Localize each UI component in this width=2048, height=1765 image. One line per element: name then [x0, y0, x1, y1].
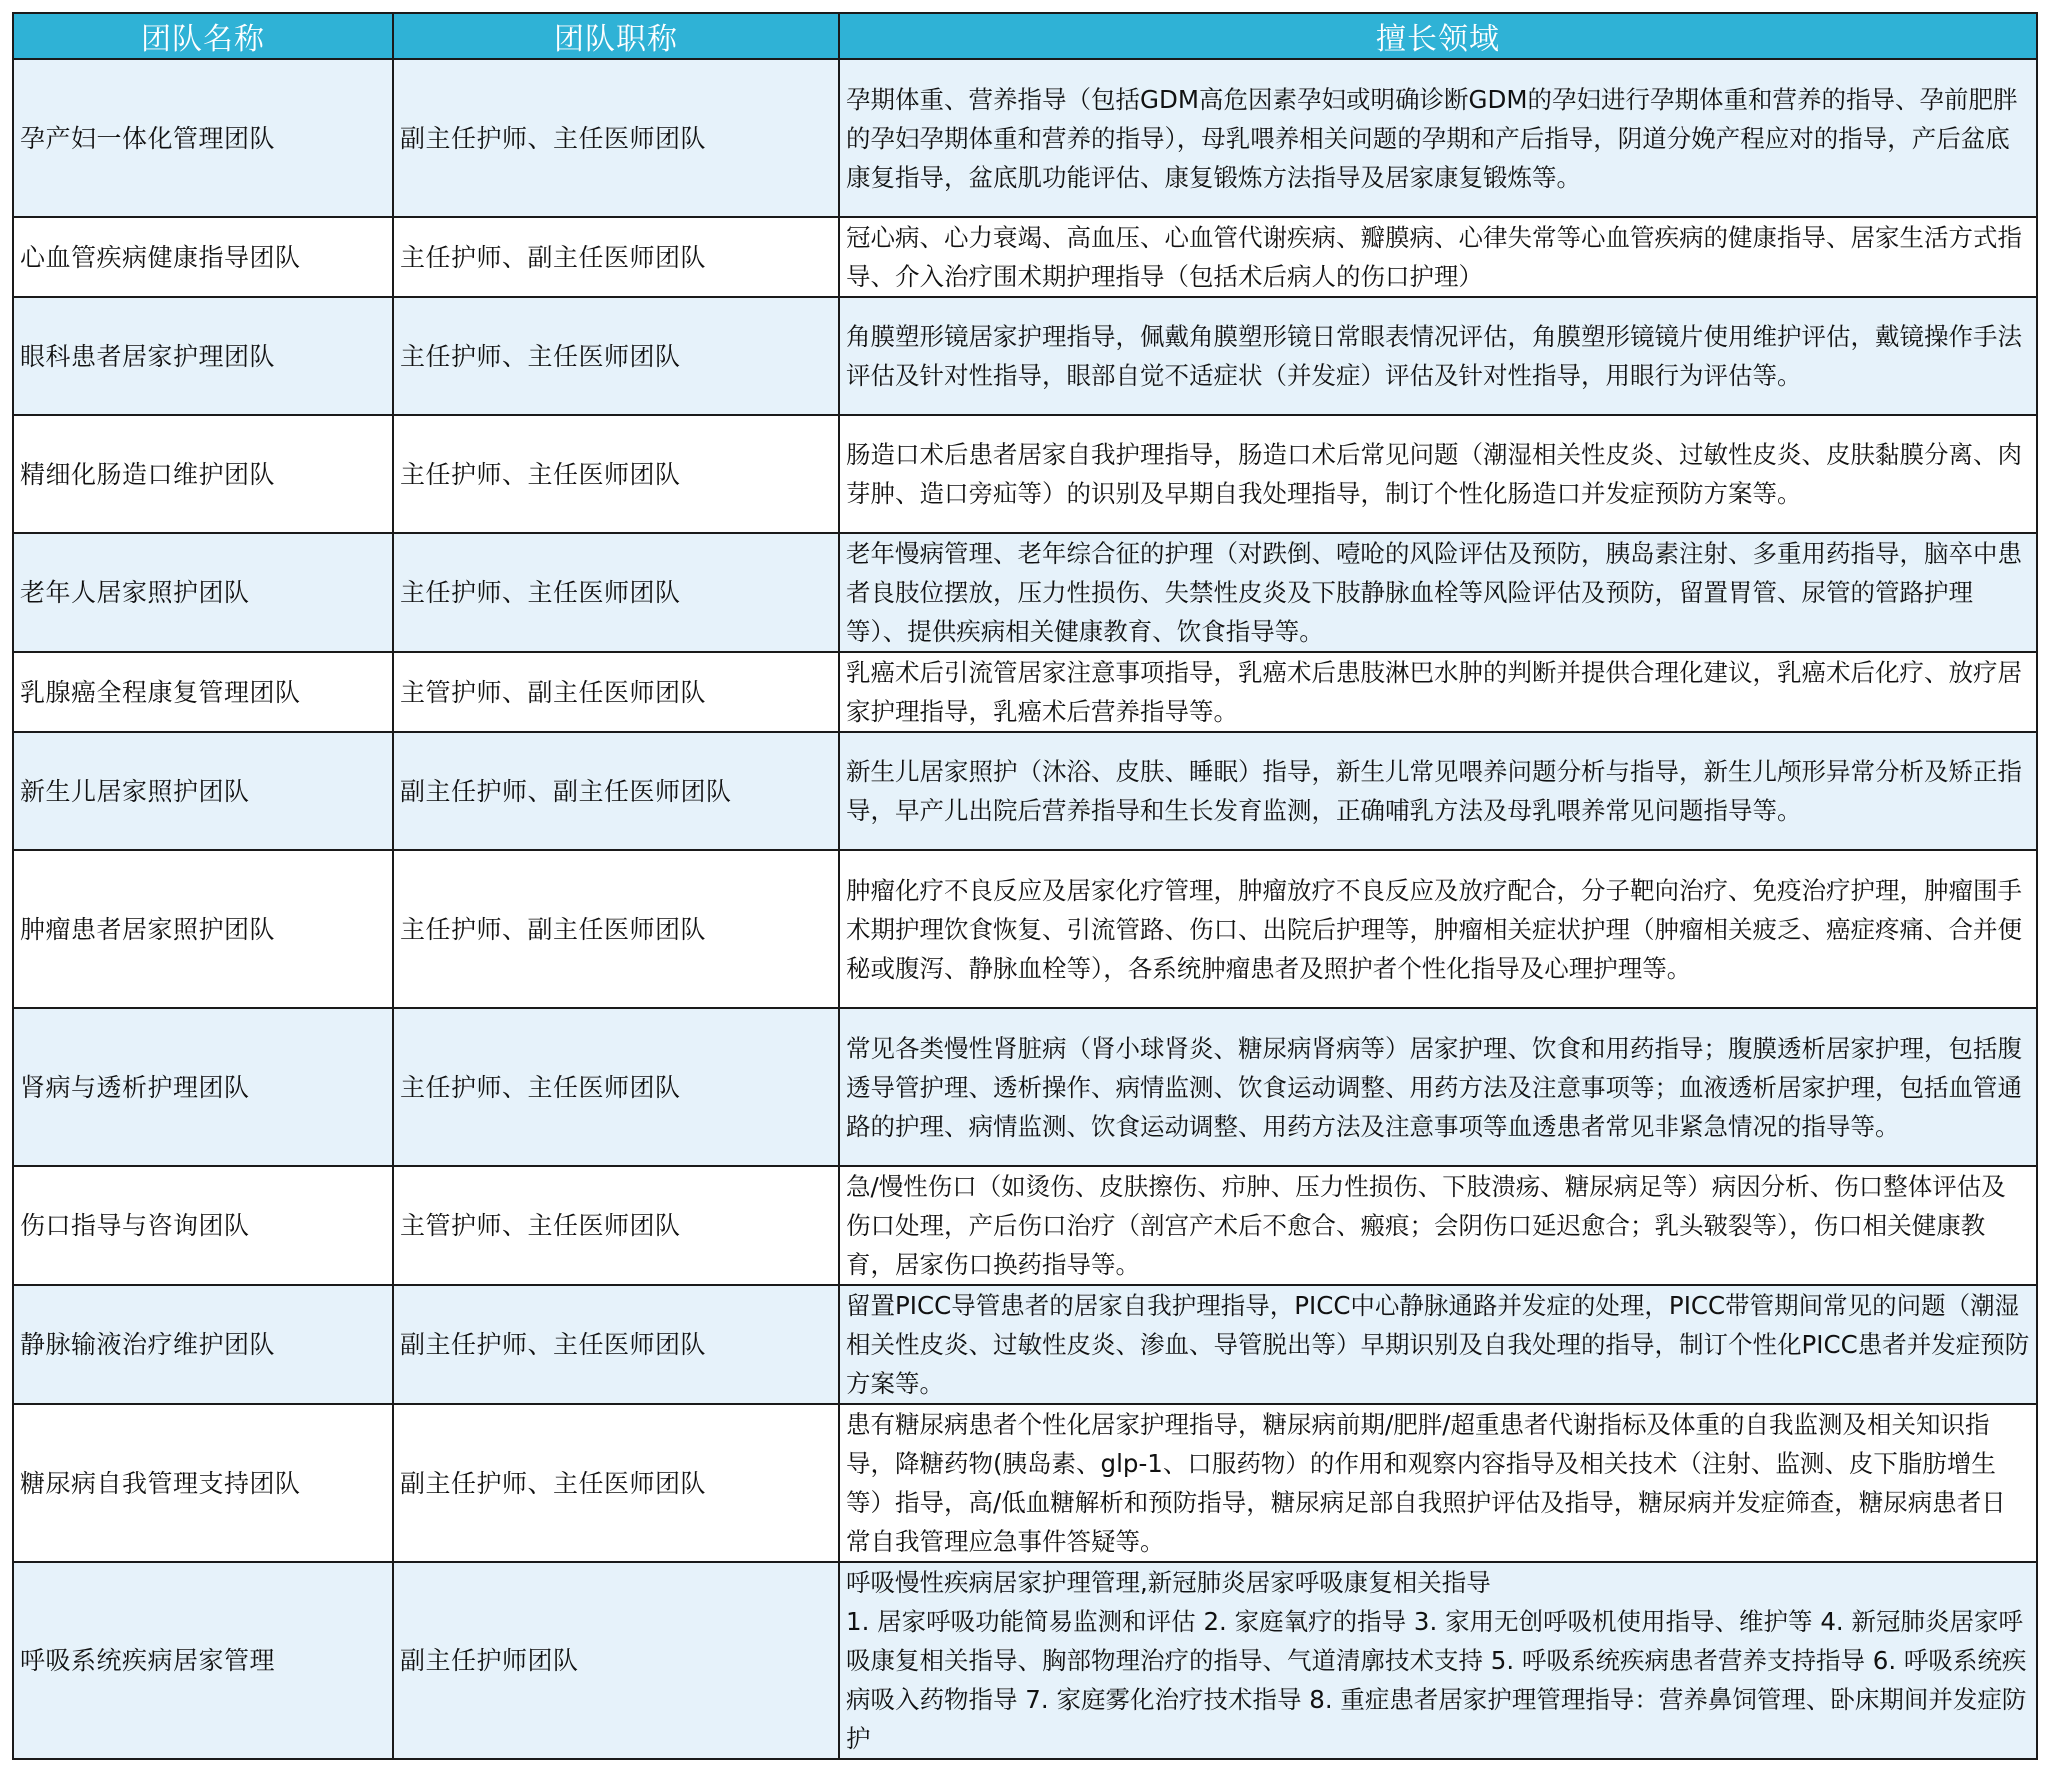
header-expertise: 擅长领域: [839, 13, 2037, 59]
expertise-cell: 留置PICC导管患者的居家自我护理指导，PICC中心静脉通路并发症的处理，PICC带管期间常见的问题（潮湿相关性皮炎、过敏性皮炎、渗血、导管脱出等）早期识别及自我处理的指导，制订个性化PICC患者并发症预防方案等。: [839, 1285, 2037, 1404]
team-name-cell: 糖尿病自我管理支持团队: [13, 1404, 393, 1562]
team-name-cell: 静脉输液治疗维护团队: [13, 1285, 393, 1404]
team-name-cell: 孕产妇一体化管理团队: [13, 59, 393, 217]
expertise-cell: 患有糖尿病患者个性化居家护理指导，糖尿病前期/肥胖/超重患者代谢指标及体重的自我监测及相关知识指导，降糖药物(胰岛素、glp-1、口服药物）的作用和观察内容指导及相关技术（注射、监测、皮下脂肪增生等）指导，高/低血糖解析和预防指导，糖尿病足部自我照护评估及指导，糖尿病并发症筛查，糖尿病患者日常自我管理应急事件答疑等。: [839, 1404, 2037, 1562]
team-title-cell: 副主任护师、副主任医师团队: [393, 732, 839, 850]
team-title-cell: 副主任护师、主任医师团队: [393, 59, 839, 217]
expertise-cell: 老年慢病管理、老年综合征的护理（对跌倒、噎呛的风险评估及预防，胰岛素注射、多重用药指导，脑卒中患者良肢位摆放，压力性损伤、失禁性皮炎及下肢静脉血栓等风险评估及预防，留置胃管、尿管的管路护理等）、提供疾病相关健康教育、饮食指导等。: [839, 533, 2037, 652]
table-row: [13, 652, 2037, 732]
team-table: [12, 12, 2038, 1760]
expertise-cell: 常见各类慢性肾脏病（肾小球肾炎、糖尿病肾病等）居家护理、饮食和用药指导；腹膜透析居家护理，包括腹透导管护理、透析操作、病情监测、饮食运动调整、用药方法及注意事项等；血液透析居家护理，包括血管通路的护理、病情监测、饮食运动调整、用药方法及注意事项等血透患者常见非紧急情况的指导等。: [839, 1008, 2037, 1166]
team-title-cell: 主任护师、副主任医师团队: [393, 217, 839, 297]
expertise-cell: 新生儿居家照护（沐浴、皮肤、睡眠）指导，新生儿常见喂养问题分析与指导，新生儿颅形异常分析及矫正指导，早产儿出院后营养指导和生长发育监测，正确哺乳方法及母乳喂养常见问题指导等。: [839, 732, 2037, 850]
team-name-cell: 精细化肠造口维护团队: [13, 415, 393, 533]
expertise-cell: 乳癌术后引流管居家注意事项指导，乳癌术后患肢淋巴水肿的判断并提供合理化建议，乳癌术后化疗、放疗居家护理指导，乳癌术后营养指导等。: [839, 652, 2037, 732]
expertise-cell: 肠造口术后患者居家自我护理指导，肠造口术后常见问题（潮湿相关性皮炎、过敏性皮炎、皮肤黏膜分离、肉芽肿、造口旁疝等）的识别及早期自我处理指导，制订个性化肠造口并发症预防方案等。: [839, 415, 2037, 533]
team-name-cell: 伤口指导与咨询团队: [13, 1166, 393, 1285]
table-row: [13, 297, 2037, 415]
team-name-cell: 心血管疾病健康指导团队: [13, 217, 393, 297]
team-title-cell: 主任护师、主任医师团队: [393, 533, 839, 652]
team-title-cell: 主任护师、副主任医师团队: [393, 850, 839, 1008]
header-row: [13, 13, 2037, 59]
team-title-cell: 副主任护师团队: [393, 1562, 839, 1759]
team-name-cell: 肿瘤患者居家照护团队: [13, 850, 393, 1008]
header-team-name: 团队名称: [13, 13, 393, 59]
table-row: [13, 59, 2037, 217]
table-row: [13, 1008, 2037, 1166]
table-row: [13, 850, 2037, 1008]
team-title-cell: 主管护师、副主任医师团队: [393, 652, 839, 732]
table-row: [13, 415, 2037, 533]
team-title-cell: 主任护师、主任医师团队: [393, 1008, 839, 1166]
team-name-cell: 老年人居家照护团队: [13, 533, 393, 652]
team-name-cell: 肾病与透析护理团队: [13, 1008, 393, 1166]
expertise-cell: 冠心病、心力衰竭、高血压、心血管代谢疾病、瓣膜病、心律失常等心血管疾病的健康指导、居家生活方式指导、介入治疗围术期护理指导（包括术后病人的伤口护理）: [839, 217, 2037, 297]
table-row: [13, 1404, 2037, 1562]
header-team-title: 团队职称: [393, 13, 839, 59]
expertise-cell: 肿瘤化疗不良反应及居家化疗管理，肿瘤放疗不良反应及放疗配合，分子靶向治疗、免疫治疗护理，肿瘤围手术期护理饮食恢复、引流管路、伤口、出院后护理等，肿瘤相关症状护理（肿瘤相关疲乏、癌症疼痛、合并便秘或腹泻、静脉血栓等），各系统肿瘤患者及照护者个性化指导及心理护理等。: [839, 850, 2037, 1008]
expertise-cell: [839, 1562, 2037, 1759]
team-name-cell: 呼吸系统疾病居家管理: [13, 1562, 393, 1759]
expertise-line: 1. 居家呼吸功能简易监测和评估 2. 家庭氧疗的指导 3. 家用无创呼吸机使用指导、维护等 4. 新冠肺炎居家呼吸康复相关指导、胸部物理治疗的指导、气道清廓技术支持 5. 呼吸系统疾病患者营养支持指导 6. 呼吸系统疾病吸入药物指导 7. 家庭雾化治疗技术指导 8. 重症患者居家护理管理指导：营养鼻饲管理、卧床期间并发症防护: [846, 1607, 2027, 1753]
expertise-cell: 孕期体重、营养指导（包括GDM高危因素孕妇或明确诊断GDM的孕妇进行孕期体重和营养的指导、孕前肥胖的孕妇孕期体重和营养的指导），母乳喂养相关问题的孕期和产后指导，阴道分娩产程应对的指导，产后盆底康复指导，盆底肌功能评估、康复锻炼方法指导及居家康复锻炼等。: [839, 59, 2037, 217]
team-title-cell: 副主任护师、主任医师团队: [393, 1285, 839, 1404]
table-row: [13, 732, 2037, 850]
table-row: [13, 1562, 2037, 1759]
expertise-cell: 急/慢性伤口（如烫伤、皮肤擦伤、疖肿、压力性损伤、下肢溃疡、糖尿病足等）病因分析、伤口整体评估及伤口处理，产后伤口治疗（剖宫产术后不愈合、瘢痕；会阴伤口延迟愈合；乳头皲裂等），伤口相关健康教育，居家伤口换药指导等。: [839, 1166, 2037, 1285]
team-name-cell: 新生儿居家照护团队: [13, 732, 393, 850]
expertise-line: 呼吸慢性疾病居家护理管理,新冠肺炎居家呼吸康复相关指导: [846, 1568, 1491, 1597]
team-name-cell: 乳腺癌全程康复管理团队: [13, 652, 393, 732]
expertise-cell: 角膜塑形镜居家护理指导，佩戴角膜塑形镜日常眼表情况评估，角膜塑形镜镜片使用维护评估，戴镜操作手法评估及针对性指导，眼部自觉不适症状（并发症）评估及针对性指导，用眼行为评估等。: [839, 297, 2037, 415]
table-row: [13, 1166, 2037, 1285]
table-row: [13, 533, 2037, 652]
team-title-cell: 主任护师、主任医师团队: [393, 415, 839, 533]
team-title-cell: 主管护师、主任医师团队: [393, 1166, 839, 1285]
table-row: [13, 217, 2037, 297]
team-title-cell: 主任护师、主任医师团队: [393, 297, 839, 415]
team-title-cell: 副主任护师、主任医师团队: [393, 1404, 839, 1562]
table-row: [13, 1285, 2037, 1404]
team-name-cell: 眼科患者居家护理团队: [13, 297, 393, 415]
